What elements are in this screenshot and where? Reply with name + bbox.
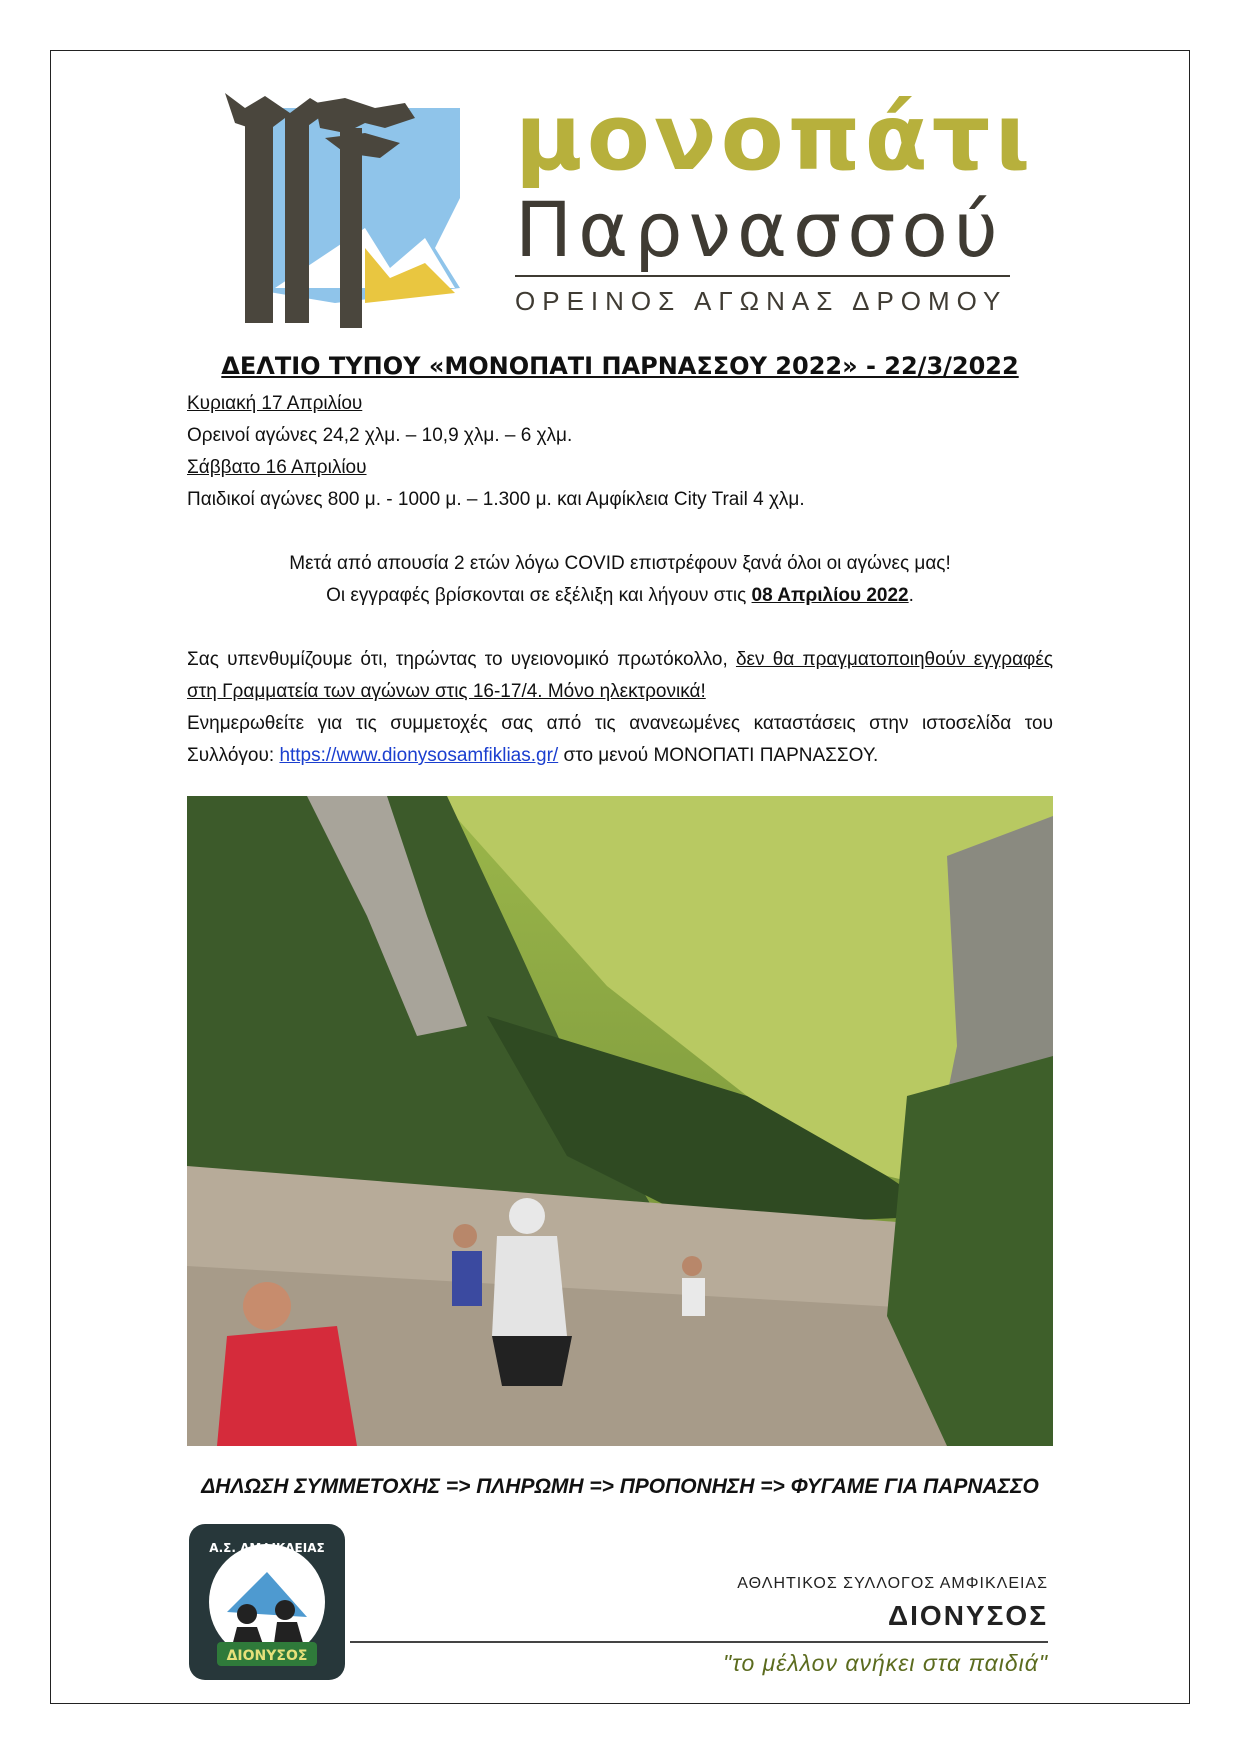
club-badge-top-text: Α.Σ. ΑΜΦΙΚΛΕΙΑΣ	[209, 1541, 325, 1555]
notice-underlined: δεν θα πραγματοποιηθούν εγγραφές στη Γραμματεία των αγώνων στις 16-17/4. Μόνο ηλεκτρονικά!	[187, 649, 1054, 702]
notice-block	[187, 644, 1053, 772]
club-badge-logo	[187, 1522, 347, 1682]
notice-info: Ενημερωθείτε για τις συμμετοχές σας από τις ανανεωμένες καταστάσεις στην ιστοσελίδα του Συλλόγου:	[187, 713, 1053, 766]
trail-race-photo	[187, 796, 1053, 1446]
schedule-day1: Κυριακή 17 Απριλίου	[187, 393, 363, 414]
notice-info-suffix: στο μενού ΜΟΝΟΠΑΤΙ ΠΑΡΝΑΣΣΟΥ.	[563, 745, 879, 766]
schedule-block	[187, 388, 1053, 516]
registration-deadline: 08 Απριλίου 2022	[751, 585, 909, 606]
schedule-day1-races: Ορεινοί αγώνες 24,2 χλμ. – 10,9 χλμ. – 6 χλμ.	[187, 425, 573, 446]
club-full-name: ΑΘΛΗΤΙΚΟΣ ΣΥΛΛΟΓΟΣ ΑΜΦΙΚΛΕΙΑΣ	[737, 1575, 1048, 1592]
announcement-line2-suffix: .	[908, 585, 914, 606]
notice-text: Σας υπενθυμίζουμε ότι, τηρώντας το υγειονομικό πρωτόκολλο,	[187, 649, 728, 670]
announcement-line2-prefix: Οι εγγραφές βρίσκονται σε εξέλιξη και λήγουν στις	[326, 585, 747, 606]
event-logo-tagline: ΟΡΕΙΝΟΣ ΑΓΩΝΑΣ ΔΡΟΜΟΥ	[515, 286, 1008, 316]
club-badge-bottom-text: ΔΙΟΝΥΣΟΣ	[226, 1648, 308, 1664]
schedule-day2: Σάββατο 16 Απριλίου	[187, 457, 367, 478]
club-divider	[350, 1641, 1048, 1643]
announcement-line1: Μετά από απουσία 2 ετών λόγω COVID επιστρέφουν ξανά όλοι οι αγώνες μας!	[289, 553, 951, 574]
event-logo-title: μονοπάτι	[515, 84, 1035, 191]
press-release-heading: ΔΕΛΤΙΟ ΤΥΠΟΥ «ΜΟΝΟΠΑΤΙ ΠΑΡΝΑΣΣΟΥ 2022» - 22/3/2022	[221, 352, 1019, 380]
schedule-day2-races: Παιδικοί αγώνες 800 μ. - 1000 μ. – 1.300 μ. και Αμφίκλεια City Trail 4 χλμ.	[187, 489, 805, 510]
announcement-line2	[187, 580, 1053, 612]
club-website-link[interactable]: https://www.dionysosamfiklias.gr/	[279, 745, 559, 766]
club-motto: "το μέλλον ανήκει στα παιδιά"	[723, 1650, 1048, 1676]
club-short-name: ΔΙΟΝΥΣΟΣ	[888, 1600, 1048, 1631]
event-logo-subtitle: Παρνασσού	[515, 185, 1004, 274]
campaign-slogan: ΔΗΛΩΣΗ ΣΥΜΜΕΤΟΧΗΣ => ΠΛΗΡΩΜΗ => ΠΡΟΠΟΝΗΣΗ => ΦΥΓΑΜΕ ΓΙΑ ΠΑΡΝΑΣΣΟ	[201, 1475, 1039, 1498]
announcement-block	[187, 548, 1053, 612]
logo-divider	[515, 275, 1010, 277]
event-logo-trees	[215, 88, 490, 338]
